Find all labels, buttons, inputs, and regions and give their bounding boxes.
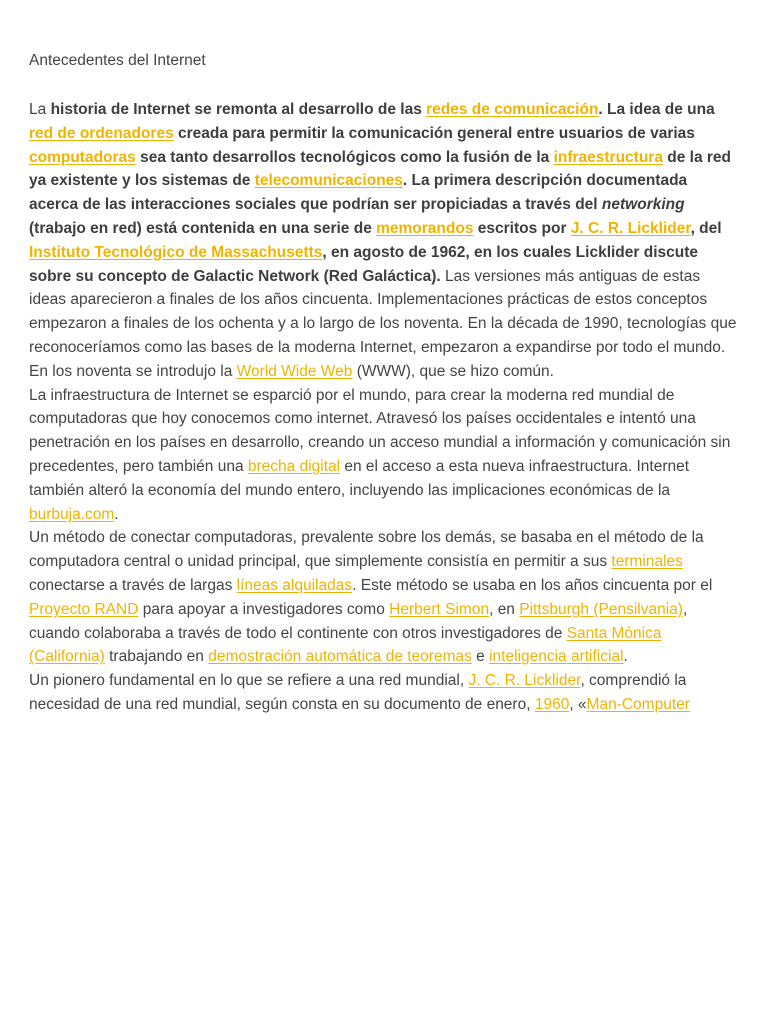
text-link[interactable]: World Wide Web bbox=[236, 362, 353, 380]
text-link[interactable]: Herbert Simon bbox=[389, 600, 490, 618]
text-link[interactable]: burbuja.com bbox=[29, 505, 115, 523]
text-run: , del bbox=[690, 219, 722, 237]
text-run: en el acceso a esta nueva infraestructura. Internet también alteró la economía del mundo entero, incluyendo las implicaciones económicas de la bbox=[29, 457, 690, 499]
text-link[interactable]: brecha digital bbox=[247, 457, 341, 475]
text-run: creada para permitir la comunicación general entre usuarios de varias bbox=[173, 124, 695, 142]
text-link[interactable]: líneas alquiladas bbox=[236, 576, 353, 594]
text-run: (WWW), que se hizo común. bbox=[352, 362, 554, 380]
document-body bbox=[29, 98, 739, 717]
text-run: Las versiones más antiguas de estas ideas aparecieron a finales de los años cincuenta. Implementaciones prácticas de estos conceptos empezaron a finales de los ochenta y a lo largo de los noventa. En la década de 1990, tecnologías que reconoceríamos como las bases de la moderna Internet, empezaron a expandirse por todo el mundo. En los noventa se introdujo la bbox=[29, 267, 737, 380]
text-link[interactable]: Santa Mónica (California) bbox=[29, 624, 662, 666]
text-run: . bbox=[114, 505, 119, 523]
text-link[interactable]: J. C. R. Licklider bbox=[468, 672, 581, 690]
text-run: de la red ya existente y los sistemas de bbox=[29, 148, 732, 190]
text-link[interactable]: telecomunicaciones bbox=[254, 172, 403, 190]
text-run: sea tanto desarrollos tecnológicos como la fusión de la bbox=[135, 148, 554, 166]
text-run: . La idea de una bbox=[598, 101, 715, 118]
paragraph bbox=[29, 98, 739, 384]
text-link[interactable]: Proyecto RAND bbox=[29, 600, 139, 618]
text-link[interactable]: demostración automática de teoremas bbox=[208, 648, 472, 666]
text-link[interactable]: red de ordenadores bbox=[29, 124, 174, 142]
text-link[interactable]: computadoras bbox=[29, 148, 136, 166]
text-link[interactable]: terminales bbox=[611, 553, 683, 571]
paragraph bbox=[29, 669, 739, 717]
paragraph bbox=[29, 526, 739, 669]
text-link[interactable]: 1960 bbox=[534, 695, 570, 713]
text-run: escritos por bbox=[473, 219, 571, 237]
text-link[interactable]: memorandos bbox=[376, 219, 474, 237]
text-link[interactable]: Instituto Tecnológico de Massachusetts bbox=[29, 243, 323, 261]
document-title: Antecedentes del Internet bbox=[29, 52, 206, 69]
text-link[interactable]: Pittsburgh (Pensilvania) bbox=[519, 600, 683, 618]
text-run: . Este método se usaba en los años cincuenta por el bbox=[352, 576, 713, 594]
text-link[interactable]: J. C. R. Licklider bbox=[570, 219, 691, 237]
text-link[interactable]: redes de comunicación bbox=[426, 101, 599, 118]
text-run: , cuando colaboraba a través de todo el continente con otros investigadores de bbox=[29, 600, 688, 642]
paragraph bbox=[29, 384, 739, 527]
text-run: trabajando en bbox=[104, 648, 209, 666]
text-run: para apoyar a investigadores como bbox=[138, 600, 390, 618]
text-run: , « bbox=[569, 695, 587, 713]
text-run: La bbox=[29, 101, 51, 118]
text-run: La infraestructura de Internet se esparció por el mundo, para crear la moderna red mundial de computadoras que hoy conocemos como internet. Atravesó los países occidentales e intentó una penetración en los países en desarrollo, creando un acceso mundial a información y comunicación sin precedentes, pero también una bbox=[29, 386, 731, 475]
text-run: , comprendió la necesidad de una red mundial, según consta en su documento de enero, bbox=[29, 672, 687, 713]
text-run: , en bbox=[489, 600, 520, 618]
text-run: historia de Internet se remonta al desarrollo de las bbox=[50, 101, 427, 118]
text-run: . bbox=[623, 648, 628, 666]
text-run: Un pionero fundamental en lo que se refiere a una red mundial, bbox=[29, 672, 469, 690]
text-run: networking bbox=[601, 196, 685, 214]
text-run: . La primera descripción documentada acerca de las interacciones sociales que podrían ser propiciadas a través del bbox=[29, 172, 688, 214]
text-run: , en agosto de 1962, en los cuales Licklider discute sobre su concepto de Galactic Network (Red Galáctica). bbox=[29, 243, 698, 285]
text-run: (trabajo en red) está contenida en una serie de bbox=[29, 219, 377, 237]
text-link[interactable]: Man-Computer bbox=[586, 695, 690, 713]
text-link[interactable]: infraestructura bbox=[553, 148, 663, 166]
text-run: conectarse a través de largas bbox=[29, 576, 237, 594]
text-link[interactable]: inteligencia artificial bbox=[489, 648, 624, 666]
text-run: e bbox=[471, 648, 490, 666]
text-run: Un método de conectar computadoras, prevalente sobre los demás, se basaba en el método de la computadora central o unidad principal, que simplemente consistía en permitir a sus bbox=[29, 529, 704, 571]
